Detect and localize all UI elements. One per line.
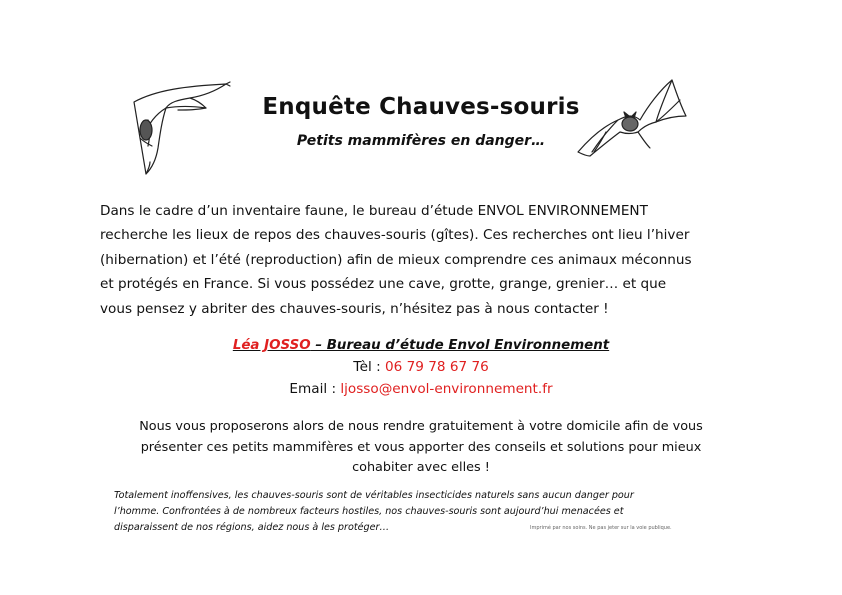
print-note: Imprimé par nos soins. Ne pas jeter sur la voie publique. (530, 525, 672, 531)
contact-email-line (0, 381, 842, 397)
contact-name-line (0, 338, 842, 353)
contact-name: Léa JOSSO (232, 338, 311, 353)
intro-line: vous pensez y abriter des chauves-souris, n’hésitez pas à nous contacter ! (100, 300, 609, 317)
contact-phone-line (0, 359, 842, 375)
intro-line: et protégés en France. Si vous possédez une cave, grotte, grange, grenier… et que (100, 276, 667, 293)
phone-label: Tèl : (353, 359, 385, 375)
email-label: Email : (289, 381, 341, 397)
contact-organization: – Bureau d’étude Envol Environnement (310, 338, 610, 353)
offer-paragraph (110, 417, 732, 479)
offer-line: présenter ces petits mammifères et vous apporter des conseils et solutions pour mieux (140, 439, 702, 455)
email-link[interactable]: ljosso@envol-environnement.fr (340, 381, 553, 397)
intro-paragraph (100, 199, 740, 321)
offer-line: cohabiter avec elles ! (352, 460, 490, 476)
page-title: Enquête Chauves-souris (262, 94, 580, 120)
intro-line: recherche les lieux de repos des chauves-souris (gîtes). Ces recherches ont lieu l’hiver (100, 227, 690, 244)
intro-line: Dans le cadre d’un inventaire faune, le bureau d’étude ENVOL ENVIRONNEMENT (100, 203, 648, 219)
footer-line: Totalement inoffensives, les chauves-souris sont de véritables insecticides naturels sans aucun danger pour (114, 490, 634, 501)
footer-line: disparaissent de nos régions, aidez nous à les protéger… (114, 522, 390, 533)
footer-line: l’homme. Confrontées à de nombreux facteurs hostiles, nos chauves-souris sont aujourd’hui menacées et (114, 506, 624, 517)
phone-number[interactable]: 06 79 78 67 76 (384, 359, 489, 375)
offer-line: Nous vous proposerons alors de nous rendre gratuitement à votre domicile afin de vous (139, 419, 703, 434)
intro-line: (hibernation) et l’été (reproduction) afin de mieux comprendre ces animaux méconnus (100, 251, 692, 268)
page-subtitle: Petits mammifères en danger… (296, 133, 546, 149)
